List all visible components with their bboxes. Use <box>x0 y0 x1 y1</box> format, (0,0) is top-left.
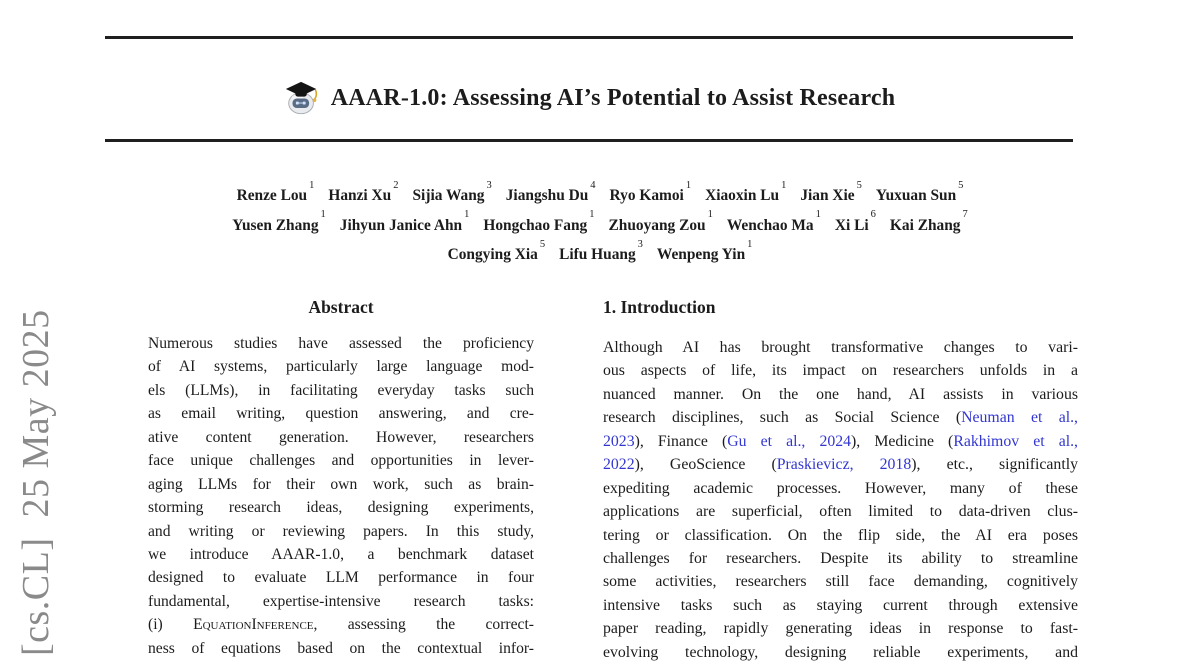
author-affiliation-superscript: 1 <box>309 180 315 191</box>
author <box>505 180 596 205</box>
author-affiliation-superscript: 1 <box>685 180 692 191</box>
author <box>834 209 876 234</box>
author-name: Renze Lou <box>236 187 308 205</box>
abstract-body <box>148 332 534 660</box>
author <box>608 209 713 234</box>
text-line <box>603 617 1078 640</box>
author-affiliation-superscript: 1 <box>707 209 713 221</box>
title-row <box>105 72 1073 124</box>
author-affiliation-superscript: 4 <box>590 180 596 191</box>
author-affiliation-superscript: 5 <box>958 180 964 191</box>
author-name: Hanzi Xu <box>328 187 392 205</box>
author-affiliation-superscript: 1 <box>320 209 326 221</box>
citation-link[interactable]: 2022 <box>603 456 635 474</box>
abstract-column <box>148 297 534 660</box>
author-affiliation-superscript: 1 <box>464 209 470 221</box>
text-line <box>603 430 1078 453</box>
author <box>800 180 862 205</box>
author-affiliation-superscript: 7 <box>962 209 968 221</box>
author <box>889 209 968 234</box>
text-segment: nuanced manner. On the one hand, AI assists in various <box>603 385 1078 403</box>
top-rule <box>105 36 1073 39</box>
text-line <box>148 426 534 449</box>
text-segment: ous aspects of life, its impact on researchers unfolds in a <box>603 362 1078 380</box>
author <box>232 209 326 234</box>
text-segment: , assessing the correct- <box>313 616 534 634</box>
text-line <box>603 547 1078 570</box>
author <box>875 180 964 205</box>
author <box>412 180 492 205</box>
author-name: Wenpeng Yin <box>656 245 746 263</box>
text-line <box>603 641 1078 664</box>
text-segment: applications are superficial, often limited to data-driven clus- <box>603 503 1078 521</box>
author <box>328 180 399 205</box>
author-name: Yusen Zhang <box>232 216 319 234</box>
author-affiliation-superscript: 6 <box>870 209 876 221</box>
author-affiliation-superscript: 2 <box>393 180 399 191</box>
author <box>656 238 753 263</box>
text-line <box>148 637 534 660</box>
text-segment: expediting academic processes. However, many of these <box>603 479 1078 497</box>
author <box>609 180 692 205</box>
text-segment: ), Medicine ( <box>851 432 954 450</box>
text-line <box>603 453 1078 476</box>
text-line <box>148 566 534 589</box>
author-affiliation-superscript: 3 <box>486 180 492 191</box>
text-segment: ness of equations based on the contextual infor- <box>148 639 534 657</box>
author-affiliation-superscript: 5 <box>539 238 546 250</box>
arxiv-watermark: [cs.CL] 25 May 2025 <box>15 309 57 656</box>
author-name: Ryo Kamoi <box>609 187 684 205</box>
author-name: Zhuoyang Zou <box>608 216 706 234</box>
text-line <box>603 524 1078 547</box>
author-affiliation-superscript: 1 <box>815 209 821 221</box>
author-affiliation-superscript: 1 <box>589 209 595 221</box>
text-line <box>603 383 1078 406</box>
text-segment: Although AI has brought transformative changes to vari- <box>603 339 1078 356</box>
text-segment: of AI systems, particularly large language mod- <box>148 358 534 376</box>
text-segment: and writing or reviewing papers. In this study, <box>148 522 534 540</box>
citation-link[interactable]: Gu et al., 2024 <box>727 432 852 450</box>
text-segment: paper reading, rapidly generating ideas in response to fast- <box>603 620 1078 638</box>
text-segment: evolving technology, designing reliable experiments, and <box>603 643 1078 661</box>
text-segment: tering or classification. On the flip side, the AI era poses <box>603 526 1078 544</box>
text-line <box>603 500 1078 523</box>
text-line <box>148 520 534 543</box>
text-segment: challenges for researchers. Despite its ability to streamline <box>603 549 1078 567</box>
text-segment: ative content generation. However, researchers <box>148 428 534 446</box>
author <box>236 180 315 205</box>
author-name: Hongchao Fang <box>483 216 588 234</box>
text-line <box>148 402 534 425</box>
text-segment: research disciplines, such as Social Science ( <box>603 409 962 427</box>
text-segment: fundamental, expertise-intensive research tasks: <box>148 592 534 610</box>
text-segment: aging LLMs for their own work, such as brain- <box>148 475 534 493</box>
author-affiliation-superscript: 1 <box>781 180 787 191</box>
citation-link[interactable]: Neuman et al., <box>961 409 1078 427</box>
author-name: Lifu Huang <box>559 245 636 263</box>
abstract-heading: Abstract <box>308 297 374 317</box>
citation-link[interactable]: Praskievicz, 2018 <box>776 456 912 474</box>
title-rule <box>105 139 1073 142</box>
text-line <box>603 570 1078 593</box>
text-line <box>148 613 534 636</box>
text-segment: ), GeoScience ( <box>634 456 777 474</box>
citation-link[interactable]: 2023 <box>603 432 635 450</box>
text-segment: face unique challenges and opportunities in lever- <box>148 452 534 470</box>
text-line <box>148 473 534 496</box>
text-segment: some activities, researchers still face demanding, cognitively <box>603 573 1078 591</box>
author <box>447 238 546 263</box>
author-name: Wenchao Ma <box>726 216 814 234</box>
text-line <box>148 332 534 355</box>
text-line <box>148 496 534 519</box>
text-line <box>148 355 534 378</box>
author-line-1 <box>60 179 1140 208</box>
text-line <box>603 359 1078 382</box>
paper-title: AAAR-1.0: Assessing AI’s Potential to Assist Research <box>330 84 896 111</box>
text-segment: ), Finance ( <box>634 432 728 450</box>
robot-graduate-icon <box>283 79 321 117</box>
author-name: Xiaoxin Lu <box>705 187 780 205</box>
author-block <box>60 179 1140 267</box>
text-segment: ), etc., significantly <box>911 456 1078 474</box>
author-name: Jihyun Janice Ahn <box>339 216 463 234</box>
author-name: Yuxuan Sun <box>875 187 957 205</box>
text-line <box>148 543 534 566</box>
text-line <box>603 336 1078 359</box>
author <box>339 209 470 234</box>
introduction-column <box>603 297 1078 664</box>
author-name: Kai Zhang <box>889 216 961 234</box>
text-segment: intensive tasks such as staying current through extensive <box>603 596 1078 614</box>
text-segment: EquationInference <box>193 616 314 634</box>
author-line-3 <box>60 238 1140 267</box>
text-line <box>603 406 1078 429</box>
author-name: Jiangshu Du <box>505 187 589 205</box>
text-line <box>148 379 534 402</box>
text-line <box>603 477 1078 500</box>
author-affiliation-superscript: 1 <box>747 238 753 250</box>
text-segment: storming research ideas, designing experiments, <box>148 499 534 517</box>
introduction-heading: 1. Introduction <box>603 297 716 317</box>
introduction-body <box>603 336 1078 664</box>
text-line <box>148 590 534 613</box>
text-line <box>603 594 1078 617</box>
author-affiliation-superscript: 3 <box>637 238 643 250</box>
citation-link[interactable]: Rakhimov et al., <box>953 432 1078 450</box>
text-segment: (i) <box>148 616 194 634</box>
author <box>705 180 787 205</box>
text-segment: Numerous studies have assessed the proficiency <box>148 335 534 352</box>
author-affiliation-superscript: 5 <box>856 180 862 191</box>
author-name: Congying Xia <box>447 245 538 263</box>
text-segment: els (LLMs), in facilitating everyday tasks such <box>148 381 534 399</box>
author <box>483 209 595 234</box>
text-segment: we introduce AAAR-1.0, a benchmark dataset <box>148 545 534 563</box>
text-segment: designed to evaluate LLM performance in four <box>148 569 534 587</box>
author-name: Sijia Wang <box>412 187 485 205</box>
author-name: Xi Li <box>834 216 869 234</box>
text-segment: as email writing, question answering, and cre- <box>148 405 534 423</box>
text-line <box>148 449 534 472</box>
author-name: Jian Xie <box>800 187 855 205</box>
author <box>726 209 821 234</box>
author <box>559 238 643 263</box>
author-line-2 <box>60 208 1140 237</box>
